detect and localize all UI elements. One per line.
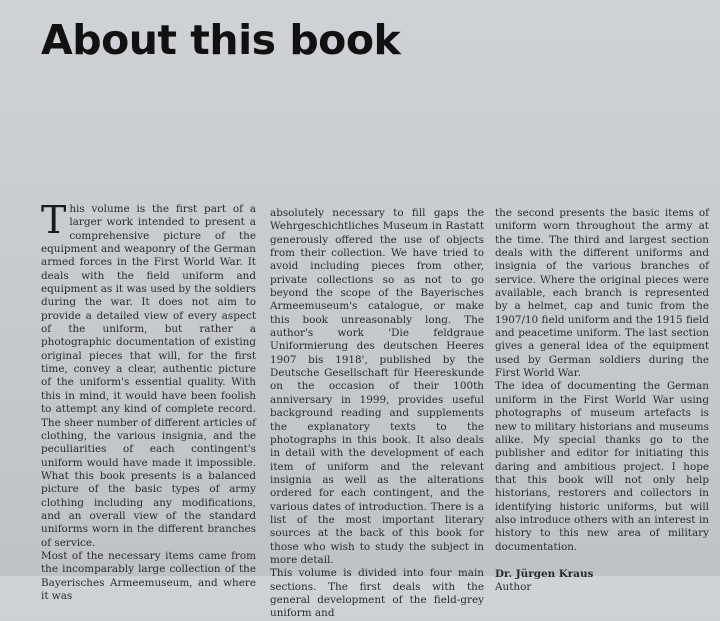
signature-name: Dr. Jürgen Kraus: [495, 567, 594, 580]
paragraph: [41, 198, 256, 550]
page-title: About this book: [41, 16, 401, 64]
paragraph: Most of the necessary items came from the incomparably large collection of the Bayerisches Armeemuseum, and where it was: [41, 549, 256, 602]
text-column-3: [495, 207, 709, 595]
text-column-2: [270, 207, 484, 621]
text-column-1: [41, 198, 256, 603]
paragraph: the second presents the basic items of uniform worn throughout the army at the time. The third and largest section deals with the different uniforms and insignia of the various branches of service. Where the original pieces were available, each branch is represented by a helmet, cap and tunic from the 1907/10 field uniform and the 1915 field and peacetime uniform. The last section gives a general idea of the equipment used by German soldiers during the First World War.: [495, 207, 709, 380]
drop-cap: T: [41, 198, 67, 242]
signature: [495, 568, 709, 595]
paragraph: absolutely necessary to fill gaps the Wehrgeschichtliches Museum in Rastatt generously offered the use of objects from their collection. We have tried to avoid including pieces from other, private collections so as not to go beyond the scope of the Bayerisches Armeemuseum's catalogue, or make this book unreasonably long. The author's work 'Die feldgraue Uniformierung des deutschen Heeres 1907 bis 1918', published by the Deutsche Gesellschaft für Heereskunde on the occasion of their 100th anniversary in 1999, provides useful background reading and supplements the explanatory texts to the photographs in this book. It also deals in detail with the development of each item of uniform and the relevant insignia as well as the alterations ordered for each contingent, and the various dates of introduction. There is a list of the most important literary sources at the back of this book for those who wish to study the subject in more detail.: [270, 207, 484, 566]
paragraph: This volume is divided into four main sections. The first deals with the general development of the field-grey uniform and: [270, 567, 484, 620]
signature-role: Author: [495, 581, 532, 594]
paragraph: The idea of documenting the German uniform in the First World War using photographs of museum artefacts is new to military historians and museums alike. My special thanks go to the publisher and editor for initiating this daring and ambitious project. I hope that this book will not only help historians, restorers and collectors in identifying historic uniforms, but will also introduce others with an interest in history to this new area of military documentation.: [495, 380, 709, 553]
paragraph-text: his volume is the first part of a larger work intended to present a comprehensive picture of the equipment and weaponry of the German armed forces in the First World War. It deals with the field uniform and equipment as it was used by the soldiers during the war. It does not aim to provide a detailed view of every aspect of the uniform, but rather a photographic documentation of existing original pieces that will, for the first time, convey a clear, authentic picture of the uniform's essential quality. With this in mind, it would have been foolish to attempt any kind of complete record. The sheer number of different articles of clothing, the various insignia, and the peculiarities of each contingent's uniform would have made it impossible. What this book presents is a balanced picture of the basic types of army clothing including any modifications, and an overall view of the standard uniforms worn in the different branches of service.: [41, 203, 256, 549]
